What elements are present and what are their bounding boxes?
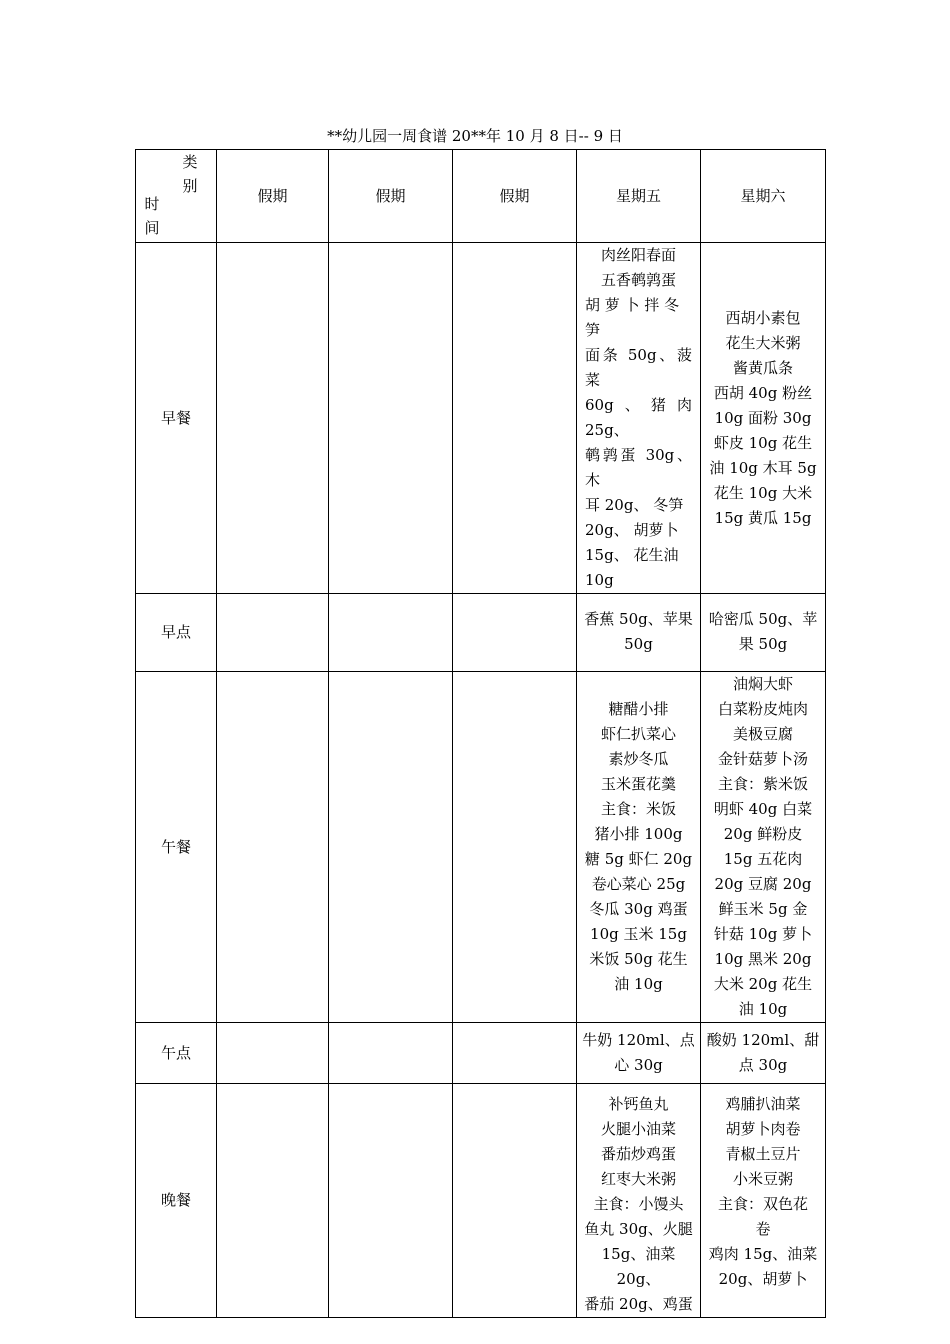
menu-line: 米饭 50g 花生 xyxy=(589,950,688,968)
empty-cell xyxy=(217,672,329,1023)
day-header: 星期五 xyxy=(577,150,701,243)
corner-time-label: 时 间 xyxy=(144,195,160,237)
menu-line: 胡萝卜肉卷 xyxy=(725,1120,801,1138)
menu-line: 美极豆腐 xyxy=(732,725,793,743)
menu-line: 15g 五花肉 xyxy=(723,850,803,868)
menu-line: 酸奶 120ml、甜 xyxy=(706,1031,820,1049)
menu-line: 红枣大米粥 xyxy=(600,1170,676,1188)
dinner-row xyxy=(136,1084,826,1318)
menu-cell-saturday xyxy=(701,1084,826,1318)
menu-line: 10g 面粉 30g xyxy=(714,408,812,427)
ingredient-line: 鹌鹑蛋 30g、木 xyxy=(585,446,692,489)
breakfast-row xyxy=(136,243,826,594)
ingredient-line: 20g、 胡萝卜 xyxy=(585,521,679,539)
dish-line: 胡 萝 卜 拌 冬 xyxy=(585,296,680,314)
ingredient-line: 10g xyxy=(585,571,614,589)
menu-line: 心 30g xyxy=(614,1056,663,1074)
menu-line: 大米 20g 花生 xyxy=(713,975,813,993)
menu-line: 主食：米饭 xyxy=(600,800,676,818)
menu-line: 油 10g xyxy=(614,975,663,993)
menu-line: 主食：双色花 xyxy=(717,1195,808,1213)
menu-cell-friday xyxy=(577,1084,701,1318)
menu-line: 糖 5g 虾仁 20g xyxy=(584,850,693,868)
menu-line: 金针菇萝卜汤 xyxy=(717,750,808,768)
menu-line: 青椒土豆片 xyxy=(725,1145,801,1163)
menu-line: 猪小排 100g xyxy=(594,825,683,843)
menu-line: 油焖大虾 xyxy=(732,675,793,693)
corner-category-label: 类 别 xyxy=(182,153,198,195)
ingredient-line: 面条 50g、菠菜 xyxy=(585,346,692,389)
menu-line: 补钙鱼丸 xyxy=(608,1095,669,1113)
menu-line: 10g 黑米 20g xyxy=(714,950,812,968)
menu-line: 酱黄瓜条 xyxy=(732,358,793,377)
meal-label: 早餐 xyxy=(136,243,217,594)
dish-line: 五香鹌鹑蛋 xyxy=(600,271,676,289)
empty-cell xyxy=(453,672,577,1023)
menu-line: 卷 xyxy=(755,1220,771,1238)
empty-cell xyxy=(329,243,453,594)
empty-cell xyxy=(329,1084,453,1318)
meal-label: 午点 xyxy=(136,1023,217,1084)
menu-line: 虾仁扒菜心 xyxy=(600,725,676,743)
afternoon-snack-row xyxy=(136,1023,826,1084)
menu-cell-saturday xyxy=(701,672,826,1023)
menu-line: 点 30g xyxy=(738,1056,788,1074)
menu-line: 鱼丸 30g、火腿 xyxy=(584,1220,693,1238)
menu-line: 油 10g xyxy=(738,1000,788,1018)
menu-line: 糖醋小排 xyxy=(608,700,669,718)
menu-line: 牛奶 120ml、点 xyxy=(582,1031,695,1049)
menu-line: 主食：紫米饭 xyxy=(717,775,808,793)
menu-line: 番茄 20g、鸡蛋 xyxy=(584,1295,693,1313)
menu-line: 素炒冬瓜 xyxy=(608,750,669,768)
menu-line: 50g xyxy=(624,635,653,653)
menu-line: 果 50g xyxy=(738,635,788,653)
menu-line: 卷心菜心 25g xyxy=(591,875,686,893)
empty-cell xyxy=(329,594,453,672)
menu-line: 香蕉 50g、苹果 xyxy=(584,610,693,628)
menu-cell-friday xyxy=(577,243,701,594)
ingredient-line: 60g、猪肉 25g、 xyxy=(585,396,692,439)
day-header: 假期 xyxy=(217,150,329,243)
menu-line: 10g 玉米 15g xyxy=(590,925,687,943)
menu-line: 15g、油菜 20g、 xyxy=(601,1245,676,1288)
menu-line: 20g 鲜粉皮 xyxy=(723,825,803,843)
day-header: 星期六 xyxy=(701,150,826,243)
menu-line: 15g 黄瓜 15g xyxy=(714,508,812,527)
day-header: 假期 xyxy=(453,150,577,243)
menu-line: 小米豆粥 xyxy=(732,1170,793,1188)
menu-line: 西胡 40g 粉丝 xyxy=(713,383,813,402)
morning-snack-row xyxy=(136,594,826,672)
meal-label: 早点 xyxy=(136,594,217,672)
meal-label: 晚餐 xyxy=(136,1084,217,1318)
menu-cell-friday xyxy=(577,1023,701,1084)
dish-line: 肉丝阳春面 xyxy=(600,246,676,264)
weekly-menu-table xyxy=(135,149,826,1318)
empty-cell xyxy=(217,1084,329,1318)
empty-cell xyxy=(453,1084,577,1318)
empty-cell xyxy=(453,594,577,672)
empty-cell xyxy=(329,672,453,1023)
corner-header-cell xyxy=(136,150,217,243)
header-row xyxy=(136,150,826,243)
menu-line: 20g 豆腐 20g xyxy=(714,875,812,893)
menu-cell-saturday xyxy=(701,1023,826,1084)
menu-line: 花生 10g 大米 xyxy=(713,483,813,502)
menu-cell-friday xyxy=(577,594,701,672)
empty-cell xyxy=(217,1023,329,1084)
page-title: **幼儿园一周食谱 20**年 10 月 8 日-- 9 日 xyxy=(327,127,623,145)
empty-cell xyxy=(453,1023,577,1084)
menu-cell-friday xyxy=(577,672,701,1023)
dish-line: 笋 xyxy=(585,321,601,339)
menu-cell-saturday xyxy=(701,243,826,594)
empty-cell xyxy=(217,243,329,594)
menu-cell-saturday xyxy=(701,594,826,672)
menu-line: 针菇 10g 萝卜 xyxy=(713,925,813,943)
menu-line: 明虾 40g 白菜 xyxy=(713,800,813,818)
menu-line: 白菜粉皮炖肉 xyxy=(717,700,808,718)
menu-line: 西胡小素包 xyxy=(725,308,801,327)
ingredient-line: 耳 20g、 冬笋 xyxy=(585,496,684,514)
lunch-row xyxy=(136,672,826,1023)
menu-line: 鸡脯扒油菜 xyxy=(725,1095,801,1113)
menu-line: 虾皮 10g 花生 xyxy=(713,433,813,452)
ingredient-line: 15g、 花生油 xyxy=(585,546,679,564)
menu-line: 鲜玉米 5g 金 xyxy=(718,900,808,918)
menu-line: 花生大米粥 xyxy=(725,333,801,352)
menu-line: 番茄炒鸡蛋 xyxy=(600,1145,676,1163)
menu-line: 玉米蛋花羹 xyxy=(600,775,676,793)
menu-line: 主食：小馒头 xyxy=(593,1195,684,1213)
empty-cell xyxy=(453,243,577,594)
menu-line: 20g、胡萝卜 xyxy=(718,1270,808,1288)
menu-line: 油 10g 木耳 5g xyxy=(709,458,817,477)
empty-cell xyxy=(329,1023,453,1084)
menu-line: 鸡肉 15g、油菜 xyxy=(708,1245,818,1263)
menu-line: 冬瓜 30g 鸡蛋 xyxy=(589,900,688,918)
empty-cell xyxy=(217,594,329,672)
menu-line: 火腿小油菜 xyxy=(600,1120,676,1138)
meal-label: 午餐 xyxy=(136,672,217,1023)
menu-line: 哈密瓜 50g、苹 xyxy=(708,610,818,628)
day-header: 假期 xyxy=(329,150,453,243)
